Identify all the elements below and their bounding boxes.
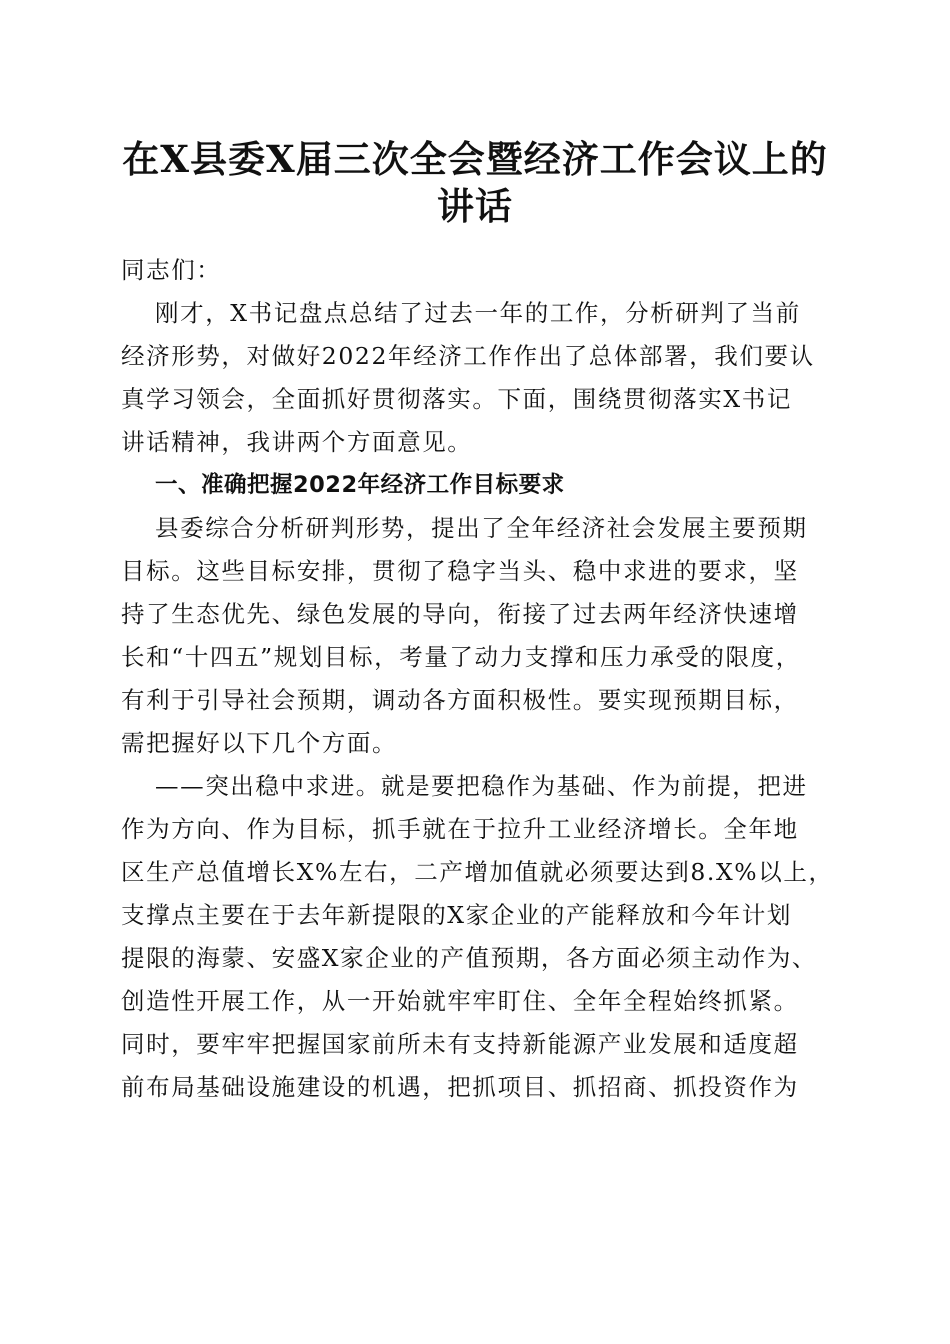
paragraph-line: 作为方向、作为目标，抓手就在于拉升工业经济增长。全年地 — [121, 815, 799, 843]
paragraph-line: 前布局基础设施建设的机遇，把抓项目、抓招商、抓投资作为 — [121, 1073, 799, 1101]
paragraph-line: 刚才，X书记盘点总结了过去一年的工作，分析研判了当前 — [155, 299, 801, 327]
paragraph-line: 讲话精神，我讲两个方面意见。 — [121, 428, 473, 456]
paragraph-line: ——突出稳中求进。就是要把稳作为基础、作为前提，把进 — [155, 772, 808, 800]
paragraph-line: 持了生态优先、绿色发展的导向，衔接了过去两年经济快速增 — [121, 600, 799, 628]
paragraph-line: 目标。这些目标安排，贯彻了稳字当头、稳中求进的要求，坚 — [121, 557, 799, 585]
paragraph-line: 经济形势，对做好2022年经济工作作出了总体部署，我们要认 — [121, 342, 815, 370]
paragraph-line: 支撑点主要在于去年新提限的X家企业的产能释放和今年计划 — [121, 901, 792, 929]
title-line-2: 讲话 — [437, 184, 513, 228]
document-title — [100, 136, 850, 230]
paragraph-line: 创造性开展工作，从一开始就牢牢盯住、全年全程始终抓紧。 — [121, 987, 799, 1015]
paragraph-line: 县委综合分析研判形势，提出了全年经济社会发展主要预期 — [155, 514, 808, 542]
paragraph-line: 长和“十四五”规划目标，考量了动力支撑和压力承受的限度， — [121, 643, 801, 671]
paragraph-line: 有利于引导社会预期，调动各方面积极性。要实现预期目标， — [121, 686, 799, 714]
document-body — [121, 249, 833, 1109]
paragraph-line: 需把握好以下几个方面。 — [121, 729, 398, 757]
salutation: 同志们： — [121, 256, 222, 284]
paragraph-line: 提限的海蒙、安盛X家企业的产值预期，各方面必须主动作为、 — [121, 944, 818, 972]
paragraph-line: 区生产总值增长X%左右，二产增加值就必须要达到8.X%以上， — [121, 858, 834, 886]
title-line-1: 在X县委X届三次全会暨经济工作会议上的 — [122, 137, 828, 181]
paragraph-line: 真学习领会，全面抓好贯彻落实。下面，围绕贯彻落实X书记 — [121, 385, 792, 413]
section-heading: 一、准确把握2022年经济工作目标要求 — [155, 472, 565, 498]
paragraph-line: 同时，要牢牢把握国家前所未有支持新能源产业发展和适度超 — [121, 1030, 799, 1058]
